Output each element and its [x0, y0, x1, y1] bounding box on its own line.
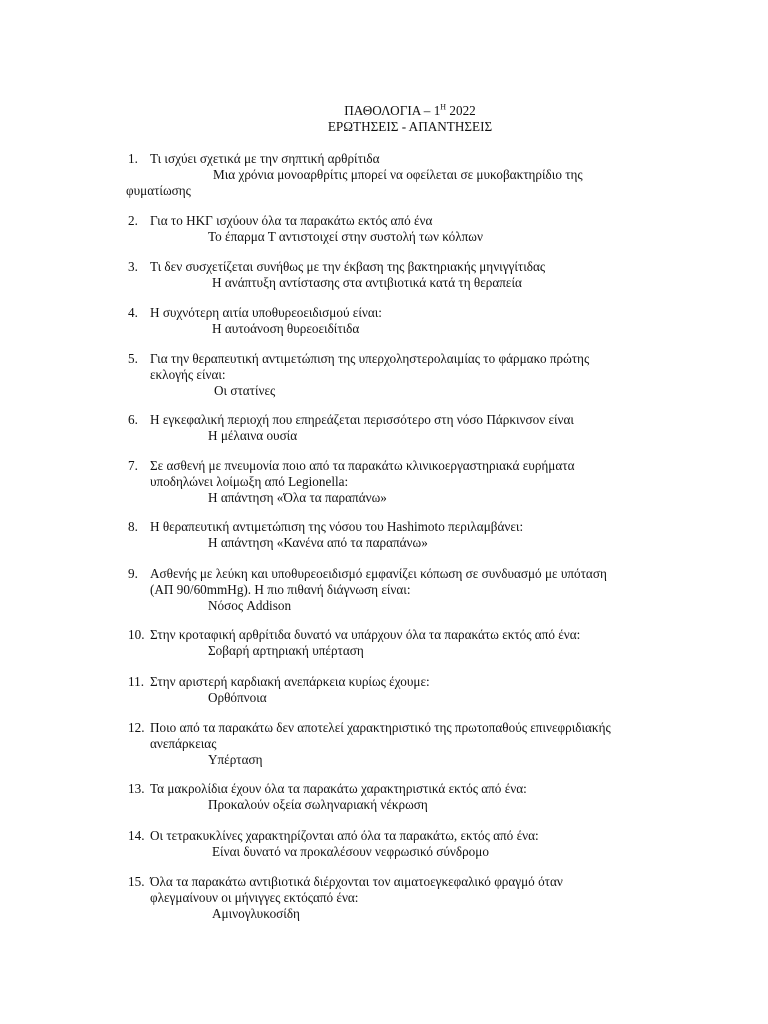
qa-item-10 — [128, 627, 648, 659]
answer-text: Μια χρόνια μονοαρθρίτις μπορεί να οφείλεται σε μυκοβακτηρίδιο της — [213, 167, 583, 182]
answer-text: Η απάντηση «Κανένα από τα παραπάνω» — [208, 535, 428, 550]
question — [128, 828, 648, 844]
question-number: 6. — [128, 412, 138, 427]
question — [128, 566, 648, 582]
question — [128, 412, 648, 428]
question-text-continued: (ΑΠ 90/60mmHg). Η πιο πιθανή διάγνωση είναι: — [150, 582, 411, 597]
question-number: 4. — [128, 305, 138, 320]
answer-text: Αμινογλυκοσίδη — [212, 906, 300, 921]
answer-text: Είναι δυνατό να προκαλέσουν νεφρωσικό σύνδρομο — [212, 844, 489, 859]
answer-text: Οι στατίνες — [214, 383, 276, 398]
question — [128, 627, 648, 643]
question-number: 9. — [128, 566, 138, 581]
qa-item-4 — [128, 305, 648, 337]
answer-text: Ορθόπνοια — [208, 690, 267, 705]
question-number: 7. — [128, 458, 138, 473]
question — [128, 351, 648, 367]
question-number: 2. — [128, 213, 138, 228]
question — [128, 458, 648, 474]
question-number: 10. — [128, 627, 145, 642]
answer-text: Η μέλαινα ουσία — [208, 428, 298, 443]
qa-item-12 — [128, 720, 648, 768]
answer-text: Προκαλούν οξεία σωληναριακή νέκρωση — [208, 797, 428, 812]
title-text: ΠΑΘΟΛΟΓΙΑ – 1 — [344, 103, 441, 118]
question — [128, 519, 648, 535]
answer-text: Η απάντηση «Όλα τα παραπάνω» — [208, 490, 387, 505]
question — [128, 720, 648, 736]
question-text-continued: εκλογής είναι: — [150, 367, 226, 382]
document-title — [0, 103, 768, 119]
question-text: Σε ασθενή με πνευμονία ποιο από τα παρακάτω κλινικοεργαστηριακά ευρήματα — [150, 458, 575, 473]
question — [128, 305, 648, 321]
document-header — [0, 103, 768, 135]
answer-text: Η ανάπτυξη αντίστασης στα αντιβιοτικά κατά τη θεραπεία — [212, 275, 522, 290]
qa-item-8 — [128, 519, 648, 551]
question — [128, 151, 648, 167]
question-text: Στην αριστερή καρδιακή ανεπάρκεια κυρίως έχουμε: — [150, 674, 430, 689]
question-number: 3. — [128, 259, 138, 274]
question-text-continued: υποδηλώνει λοίμωξη από Legionella: — [150, 474, 349, 489]
qa-item-6 — [128, 412, 648, 444]
title-superscript: Η — [440, 102, 447, 112]
answer-text: Υπέρταση — [208, 752, 263, 767]
question-text-continued: φλεγμαίνουν οι μήνιγγες εκτόςαπό ένα: — [150, 890, 359, 905]
answer-text: Σοβαρή αρτηριακή υπέρταση — [208, 643, 364, 658]
question-number: 5. — [128, 351, 138, 366]
question-text: Στην κροταφική αρθρίτιδα δυνατό να υπάρχουν όλα τα παρακάτω εκτός από ένα: — [150, 627, 581, 642]
document-subtitle: ΕΡΩΤΗΣΕΙΣ - ΑΠΑΝΤΗΣΕΙΣ — [327, 119, 493, 134]
qa-item-7 — [128, 458, 648, 506]
question-number: 12. — [128, 720, 145, 735]
question-text: Η συχνότερη αιτία υποθυρεοειδισμού είναι: — [150, 305, 382, 320]
question-text: Τι ισχύει σχετικά με την σηπτική αρθρίτιδα — [150, 151, 380, 166]
question-text: Τι δεν συσχετίζεται συνήθως με την έκβαση της βακτηριακής μηνιγγίτιδας — [150, 259, 546, 274]
qa-item-3 — [128, 259, 648, 291]
question-text: Για το ΗΚΓ ισχύουν όλα τα παρακάτω εκτός από ένα — [150, 213, 433, 228]
qa-item-1 — [128, 151, 648, 199]
qa-item-9 — [128, 566, 648, 614]
qa-item-13 — [128, 781, 648, 813]
answer-text: Το έπαρμα Τ αντιστοιχεί στην συστολή των κόλπων — [208, 229, 483, 244]
question-number: 14. — [128, 828, 145, 843]
answer-text: Η αυτοάνοση θυρεοειδίτιδα — [212, 321, 360, 336]
title-year: 2022 — [446, 103, 476, 118]
question-text: Ποιο από τα παρακάτω δεν αποτελεί χαρακτηριστικό της πρωτοπαθούς επινεφριδιακής — [150, 720, 611, 735]
question-text: Η εγκεφαλική περιοχή που επηρεάζεται περισσότερο στη νόσο Πάρκινσον είναι — [150, 412, 574, 427]
question-text: Ασθενής με λεύκη και υποθυρεοειδισμό εμφανίζει κόπωση σε συνδυασμό με υπόταση — [150, 566, 607, 581]
qa-item-15 — [128, 874, 648, 922]
question-text-continued: ανεπάρκειας — [150, 736, 217, 751]
question-number: 1. — [128, 151, 138, 166]
answer-text-continued: φυματίωσης — [126, 183, 191, 198]
question — [128, 781, 648, 797]
qa-item-2 — [128, 213, 648, 245]
question-number: 8. — [128, 519, 138, 534]
question — [128, 874, 648, 890]
question-text: Τα μακρολίδια έχουν όλα τα παρακάτω χαρακτηριστικά εκτός από ένα: — [150, 781, 527, 796]
question-text: Η θεραπευτική αντιμετώπιση της νόσου του Hashimoto περιλαμβάνει: — [150, 519, 524, 534]
qa-item-5 — [128, 351, 648, 399]
question — [128, 674, 648, 690]
question-text: Όλα τα παρακάτω αντιβιοτικά διέρχονται τον αιματοεγκεφαλικό φραγμό όταν — [150, 874, 563, 889]
question-text: Για την θεραπευτική αντιμετώπιση της υπερχοληστερολαιμίας το φάρμακο πρώτης — [150, 351, 590, 366]
question — [128, 213, 648, 229]
answer-text: Νόσος Addison — [208, 598, 292, 613]
question-number: 13. — [128, 781, 145, 796]
question-number: 11. — [128, 674, 144, 689]
question-text: Οι τετρακυκλίνες χαρακτηρίζονται από όλα τα παρακάτω, εκτός από ένα: — [150, 828, 539, 843]
qa-item-11 — [128, 674, 648, 706]
question-number: 15. — [128, 874, 145, 889]
qa-item-14 — [128, 828, 648, 860]
question — [128, 259, 648, 275]
